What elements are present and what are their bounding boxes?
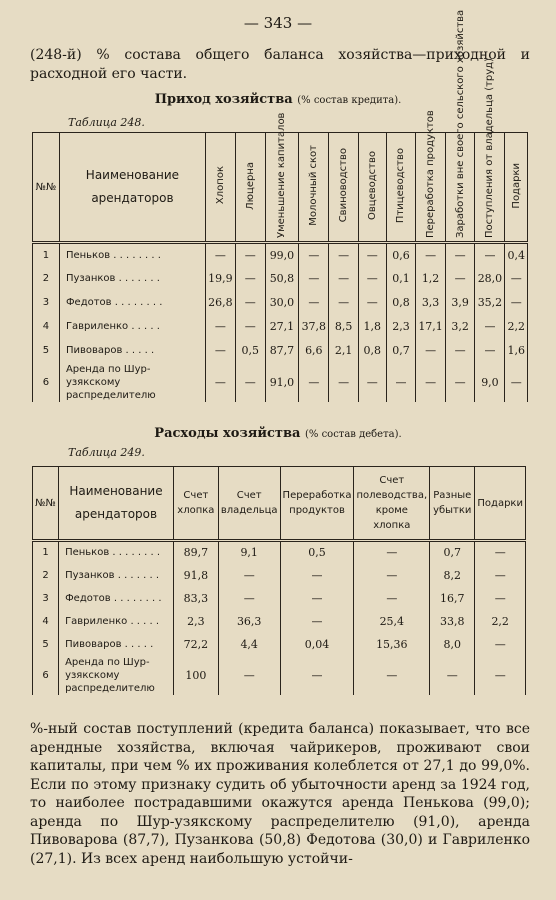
income-value-cell: —: [505, 267, 528, 291]
expense-value-cell: 8,2: [430, 564, 475, 587]
income-value-cell: —: [445, 243, 475, 267]
expense-value-cell: —: [218, 587, 280, 610]
expense-value-cell: 4,4: [218, 633, 280, 656]
income-header-row: [33, 133, 528, 243]
income-value-cell: 37,8: [299, 315, 329, 339]
income-row-number: 5: [33, 339, 60, 363]
expense-value-cell: 16,7: [430, 587, 475, 610]
expense-column-label: Счет хлопка: [177, 490, 215, 516]
page-number: — 343 —: [243, 14, 313, 32]
expense-value-cell: 2,2: [475, 610, 526, 633]
income-value-cell: —: [299, 267, 329, 291]
income-column-label: Свиноводство: [338, 148, 350, 223]
income-row: [33, 243, 528, 267]
income-value-cell: 3,3: [416, 291, 446, 315]
expense-row: [33, 587, 526, 610]
expense-column-header: [354, 467, 430, 541]
income-value-cell: —: [445, 267, 475, 291]
expense-value-cell: —: [280, 564, 354, 587]
income-column-header: [299, 133, 329, 243]
income-value-cell: —: [235, 315, 265, 339]
income-value-cell: —: [475, 243, 505, 267]
income-value-cell: —: [205, 339, 235, 363]
expense-value-cell: 9,1: [218, 541, 280, 564]
expense-value-cell: 0,5: [280, 541, 354, 564]
expense-column-label: Разные убытки: [433, 490, 472, 516]
expense-value-cell: 0,7: [430, 541, 475, 564]
expense-tenant-name: Пивоваров . . . . .: [59, 633, 174, 656]
income-value-cell: —: [205, 363, 235, 402]
expense-tenant-name: Федотов . . . . . . . .: [59, 587, 174, 610]
income-value-cell: 87,7: [265, 339, 299, 363]
expense-row-number: 5: [33, 633, 59, 656]
intro-paragraph: (248-й) % состава общего баланса хозяйства—приходной и расходной его части.: [30, 47, 530, 82]
expense-row: [33, 656, 526, 695]
expense-value-cell: —: [475, 633, 526, 656]
income-row-number: 2: [33, 267, 60, 291]
income-column-header: [475, 57, 505, 243]
income-value-cell: —: [358, 291, 386, 315]
expense-column-header: [173, 467, 218, 541]
expense-column-label: Счет полеводства, кроме хлопка: [356, 475, 428, 531]
income-value-cell: —: [299, 291, 329, 315]
expense-value-cell: —: [280, 656, 354, 695]
income-caption-note: (% состав кредита).: [297, 95, 402, 106]
income-value-cell: 0,8: [358, 339, 386, 363]
expense-value-cell: —: [475, 541, 526, 564]
expense-value-cell: 2,3: [173, 610, 218, 633]
income-value-cell: 91,0: [265, 363, 299, 402]
income-value-cell: 99,0: [265, 243, 299, 267]
expense-value-cell: —: [354, 656, 430, 695]
income-value-cell: —: [329, 267, 359, 291]
income-row-number: 6: [33, 363, 60, 402]
income-name-header: Наименование арендаторов: [59, 133, 205, 243]
expense-value-cell: —: [354, 541, 430, 564]
income-num-header: №№: [33, 133, 60, 243]
income-value-cell: —: [416, 243, 446, 267]
expense-value-cell: —: [354, 564, 430, 587]
income-value-cell: 0,1: [386, 267, 416, 291]
income-column-label: Овцеводство: [366, 151, 378, 220]
income-value-cell: 6,6: [299, 339, 329, 363]
income-value-cell: —: [475, 315, 505, 339]
expense-name-header: Наименование арендаторов: [59, 467, 174, 541]
income-value-cell: —: [235, 363, 265, 402]
expense-value-cell: —: [475, 587, 526, 610]
expense-num-header: №№: [33, 467, 59, 541]
expense-tenant-name: Гавриленко . . . . .: [59, 610, 174, 633]
expense-value-cell: —: [280, 610, 354, 633]
income-value-cell: 8,5: [329, 315, 359, 339]
income-value-cell: —: [505, 363, 528, 402]
income-column-header: [235, 133, 265, 243]
income-value-cell: —: [299, 243, 329, 267]
expense-tenant-name: Пеньков . . . . . . . .: [59, 541, 174, 564]
income-value-cell: 0,4: [505, 243, 528, 267]
income-column-header: [265, 112, 299, 243]
income-value-cell: 0,7: [386, 339, 416, 363]
income-value-cell: —: [416, 339, 446, 363]
income-column-label: Переработка продуктов: [425, 109, 437, 238]
income-value-cell: —: [505, 291, 528, 315]
income-tenant-name: Пивоваров . . . . .: [59, 339, 205, 363]
income-value-cell: 50,8: [265, 267, 299, 291]
expense-value-cell: 89,7: [173, 541, 218, 564]
body-paragraph: %-ный состав поступлений (кредита баланса) показывает, что все арендные хозяйства, включая чайрикеров, проживают свои капиталы, при чем % их проживания колеблется от 27,1 до 99,0%. Если по этому признаку судить об убыточности аренд за 1924 год, то наиболее пострадавшими окажутся аренда Пенькова (99,0); аренда по Шур-узякскому распределителю (91,0), аренда Пивоварова (87,7), Пузанкова (50,8) Федотова (30,0) и Гавриленко (27,1). Из всех аренд наибольшую устойчи-: [30, 721, 530, 867]
income-value-cell: 1,6: [505, 339, 528, 363]
expense-row-number: 6: [33, 656, 59, 695]
income-column-label: Молочный скот: [308, 145, 320, 226]
expense-caption-note: (% состав дебета).: [304, 429, 402, 440]
income-value-cell: —: [445, 339, 475, 363]
income-tenant-name: Федотов . . . . . . . .: [59, 291, 205, 315]
expense-tenant-name: Аренда по Шур-узякскому распределителю: [59, 656, 174, 695]
income-column-label: Заработки вне своего сельского хозяйства: [454, 9, 466, 238]
income-column-label: Подарки: [510, 162, 522, 209]
income-tenant-name: Пузанков . . . . . . .: [59, 267, 205, 291]
income-table-label: Таблица 248.: [68, 116, 145, 129]
income-value-cell: 28,0: [475, 267, 505, 291]
income-row: [33, 363, 528, 402]
income-value-cell: —: [329, 363, 359, 402]
income-column-label: Птицеводство: [395, 147, 407, 224]
expense-table-label: Таблица 249.: [68, 446, 145, 459]
expense-value-cell: —: [475, 564, 526, 587]
income-value-cell: 0,5: [235, 339, 265, 363]
expense-value-cell: 8,0: [430, 633, 475, 656]
income-column-header: [205, 133, 235, 243]
income-value-cell: —: [235, 267, 265, 291]
income-value-cell: 1,2: [416, 267, 446, 291]
income-value-cell: 0,6: [386, 243, 416, 267]
income-column-label: Уменьшение капиталов: [276, 112, 288, 238]
income-value-cell: —: [475, 339, 505, 363]
income-column-header: [416, 109, 446, 243]
income-column-header: [445, 9, 475, 243]
income-column-header: [358, 133, 386, 243]
expense-row: [33, 564, 526, 587]
income-value-cell: 2,3: [386, 315, 416, 339]
expense-value-cell: 15,36: [354, 633, 430, 656]
expense-row-number: 3: [33, 587, 59, 610]
expense-value-cell: 91,8: [173, 564, 218, 587]
income-value-cell: 1,8: [358, 315, 386, 339]
income-row: [33, 315, 528, 339]
expense-value-cell: 72,2: [173, 633, 218, 656]
income-column-label: Люцерна: [244, 161, 256, 210]
income-value-cell: —: [329, 291, 359, 315]
income-value-cell: —: [358, 363, 386, 402]
expense-row: [33, 610, 526, 633]
income-value-cell: —: [358, 267, 386, 291]
income-value-cell: —: [235, 243, 265, 267]
income-column-label: Поступления от владельца (труд): [484, 57, 496, 238]
expense-header-row: [33, 467, 526, 541]
expense-column-label: Подарки: [477, 497, 523, 509]
income-value-cell: 9,0: [475, 363, 505, 402]
income-tenant-name: Аренда по Шур-узякскому распределителю: [59, 363, 205, 402]
income-column-label: Хлопок: [214, 166, 226, 205]
expense-caption: [0, 426, 556, 441]
expense-table: [32, 466, 526, 695]
income-value-cell: 35,2: [475, 291, 505, 315]
expense-row-number: 1: [33, 541, 59, 564]
expense-column-header: [280, 467, 354, 541]
expense-value-cell: 36,3: [218, 610, 280, 633]
income-column-header: [505, 133, 528, 243]
expense-column-label: Переработка продуктов: [282, 490, 352, 516]
income-value-cell: 26,8: [205, 291, 235, 315]
income-value-cell: 2,1: [329, 339, 359, 363]
income-tenant-name: Гавриленко . . . . .: [59, 315, 205, 339]
income-column-header: [329, 133, 359, 243]
income-value-cell: 2,2: [505, 315, 528, 339]
income-value-cell: —: [329, 243, 359, 267]
expense-column-header: [475, 467, 526, 541]
income-value-cell: 27,1: [265, 315, 299, 339]
income-row: [33, 339, 528, 363]
expense-value-cell: —: [218, 564, 280, 587]
income-value-cell: —: [205, 243, 235, 267]
expense-value-cell: 83,3: [173, 587, 218, 610]
expense-caption-title: Расходы хозяйства: [154, 426, 301, 441]
expense-value-cell: —: [354, 587, 430, 610]
income-value-cell: 17,1: [416, 315, 446, 339]
income-value-cell: —: [445, 363, 475, 402]
expense-row-number: 2: [33, 564, 59, 587]
expense-value-cell: —: [430, 656, 475, 695]
income-column-header: [386, 133, 416, 243]
expense-value-cell: 33,8: [430, 610, 475, 633]
income-value-cell: 3,9: [445, 291, 475, 315]
income-tenant-name: Пеньков . . . . . . . .: [59, 243, 205, 267]
expense-value-cell: 0,04: [280, 633, 354, 656]
expense-value-cell: —: [218, 656, 280, 695]
income-value-cell: 19,9: [205, 267, 235, 291]
expense-value-cell: —: [280, 587, 354, 610]
expense-value-cell: 100: [173, 656, 218, 695]
income-value-cell: —: [416, 363, 446, 402]
income-caption-title: Приход хозяйства: [154, 92, 293, 107]
income-value-cell: —: [205, 315, 235, 339]
expense-tenant-name: Пузанков . . . . . . .: [59, 564, 174, 587]
expense-column-header: [218, 467, 280, 541]
income-row: [33, 267, 528, 291]
expense-row: [33, 633, 526, 656]
income-row-number: 3: [33, 291, 60, 315]
income-value-cell: —: [358, 243, 386, 267]
income-value-cell: —: [299, 363, 329, 402]
expense-column-label: Счет владельца: [220, 490, 278, 516]
expense-value-cell: 25,4: [354, 610, 430, 633]
income-row-number: 1: [33, 243, 60, 267]
income-row: [33, 291, 528, 315]
expense-column-header: [430, 467, 475, 541]
income-caption: [0, 92, 556, 107]
expense-row-number: 4: [33, 610, 59, 633]
expense-value-cell: —: [475, 656, 526, 695]
income-value-cell: —: [386, 363, 416, 402]
income-value-cell: 3,2: [445, 315, 475, 339]
expense-row: [33, 541, 526, 564]
income-row-number: 4: [33, 315, 60, 339]
income-value-cell: —: [235, 291, 265, 315]
income-value-cell: 0,8: [386, 291, 416, 315]
income-value-cell: 30,0: [265, 291, 299, 315]
